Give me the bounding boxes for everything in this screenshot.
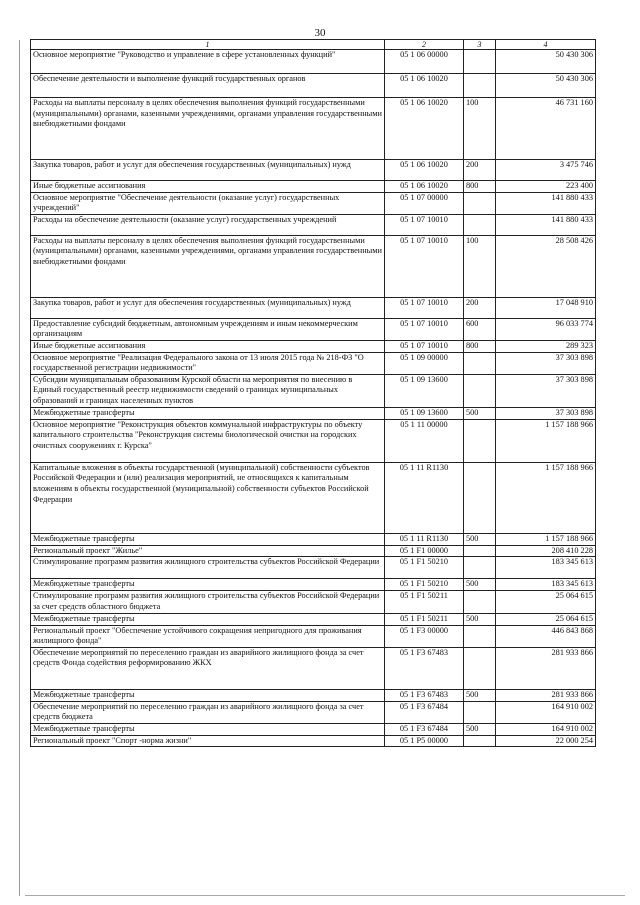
page-number: 30 xyxy=(314,27,326,39)
row-amount: 28 508 426 xyxy=(496,235,596,297)
row-target-code: 05 1 F3 67484 xyxy=(385,701,464,723)
row-expense-type xyxy=(464,591,496,613)
row-target-code: 05 1 09 13600 xyxy=(385,407,464,419)
table-row xyxy=(31,579,596,591)
row-description: Расходы на обеспечение деятельности (оказание услуг) государственных учреждений xyxy=(31,214,385,235)
row-expense-type xyxy=(464,419,496,462)
row-amount: 25 064 615 xyxy=(496,613,596,625)
table-row xyxy=(31,689,596,701)
row-amount: 1 157 188 966 xyxy=(496,462,596,533)
row-description: Основное мероприятие "Реализация Федерального закона от 13 июля 2015 года № 218-ФЗ "О государственной регистрации недвижимости" xyxy=(31,352,385,374)
table-row xyxy=(31,214,596,235)
scan-edge-line xyxy=(19,40,20,896)
row-target-code: 05 1 07 10010 xyxy=(385,340,464,352)
table-row xyxy=(31,74,596,98)
row-target-code: 05 1 06 10020 xyxy=(385,181,464,193)
row-amount: 141 880 433 xyxy=(496,192,596,214)
row-expense-type xyxy=(464,50,496,74)
row-description: Межбюджетные трансферты xyxy=(31,723,385,735)
row-amount: 37 303 898 xyxy=(496,352,596,374)
table-row xyxy=(31,533,596,545)
table-row xyxy=(31,297,596,318)
table-row xyxy=(31,613,596,625)
row-amount: 17 048 910 xyxy=(496,297,596,318)
row-description: Иные бюджетные ассигнования xyxy=(31,340,385,352)
row-expense-type: 200 xyxy=(464,160,496,181)
table-row xyxy=(31,374,596,407)
row-description: Расходы на выплаты персоналу в целях обеспечения выполнения функций государственными (муниципальными) органами, казенными учреждениями, органами управления государственными внебюджетными фондами xyxy=(31,98,385,160)
row-expense-type xyxy=(464,557,496,579)
row-target-code: 05 1 09 13600 xyxy=(385,374,464,407)
row-amount: 208 410 228 xyxy=(496,545,596,557)
row-description: Закупка товаров, работ и услуг для обеспечения государственных (муниципальных) нужд xyxy=(31,160,385,181)
row-expense-type: 500 xyxy=(464,723,496,735)
row-amount: 281 933 866 xyxy=(496,647,596,689)
table-row xyxy=(31,723,596,735)
row-expense-type: 500 xyxy=(464,689,496,701)
row-amount: 50 430 306 xyxy=(496,50,596,74)
column-number-row xyxy=(31,40,596,50)
row-amount: 1 157 188 966 xyxy=(496,419,596,462)
row-description: Закупка товаров, работ и услуг для обеспечения государственных (муниципальных) нужд xyxy=(31,297,385,318)
row-expense-type: 100 xyxy=(464,98,496,160)
row-target-code: 05 1 F1 50211 xyxy=(385,613,464,625)
row-target-code: 05 1 06 10020 xyxy=(385,160,464,181)
row-target-code: 05 1 06 10020 xyxy=(385,98,464,160)
row-target-code: 05 1 F1 50210 xyxy=(385,557,464,579)
table-row xyxy=(31,462,596,533)
row-expense-type: 500 xyxy=(464,613,496,625)
row-expense-type: 600 xyxy=(464,318,496,340)
row-target-code: 05 1 F3 67484 xyxy=(385,723,464,735)
row-expense-type: 800 xyxy=(464,181,496,193)
row-target-code: 05 1 07 10010 xyxy=(385,297,464,318)
row-amount: 96 033 774 xyxy=(496,318,596,340)
table-row xyxy=(31,352,596,374)
row-description: Региональный проект "Жилье" xyxy=(31,545,385,557)
row-target-code: 05 1 11 R1130 xyxy=(385,462,464,533)
row-description: Предоставление субсидий бюджетным, автономным учреждениям и иным некоммерческим организациям xyxy=(31,318,385,340)
table-row xyxy=(31,340,596,352)
row-description: Расходы на выплаты персоналу в целях обеспечения выполнения функций государственными (муниципальными) органами, казенными учреждениями, органами управления государственными внебюджетными фондами xyxy=(31,235,385,297)
table-row xyxy=(31,181,596,193)
row-description: Региональный проект "Обеспечение устойчивого сокращения непригодного для проживания жилищного фонда" xyxy=(31,625,385,647)
table-row xyxy=(31,407,596,419)
row-expense-type xyxy=(464,647,496,689)
row-amount: 183 345 613 xyxy=(496,557,596,579)
row-expense-type xyxy=(464,545,496,557)
row-description: Обеспечение мероприятий по переселению граждан из аварийного жилищного фонда за счет средств Фонда содействия реформированию ЖКХ xyxy=(31,647,385,689)
row-target-code: 05 1 11 R1130 xyxy=(385,533,464,545)
column-number-2: 2 xyxy=(385,40,464,50)
row-amount: 183 345 613 xyxy=(496,579,596,591)
table-row xyxy=(31,735,596,747)
row-expense-type xyxy=(464,374,496,407)
row-expense-type xyxy=(464,74,496,98)
row-target-code: 05 1 09 00000 xyxy=(385,352,464,374)
row-expense-type: 100 xyxy=(464,235,496,297)
table-row xyxy=(31,545,596,557)
row-description: Региональный проект "Спорт -норма жизни" xyxy=(31,735,385,747)
row-amount: 37 303 898 xyxy=(496,374,596,407)
row-expense-type: 500 xyxy=(464,407,496,419)
column-number-3: 3 xyxy=(464,40,496,50)
row-target-code: 05 1 F1 50210 xyxy=(385,579,464,591)
row-amount: 141 880 433 xyxy=(496,214,596,235)
row-description: Межбюджетные трансферты xyxy=(31,407,385,419)
row-target-code: 05 1 F3 00000 xyxy=(385,625,464,647)
table-row xyxy=(31,625,596,647)
row-expense-type xyxy=(464,214,496,235)
row-amount: 3 475 746 xyxy=(496,160,596,181)
table-row xyxy=(31,647,596,689)
row-amount: 1 157 188 966 xyxy=(496,533,596,545)
row-target-code: 05 1 F3 67483 xyxy=(385,689,464,701)
row-expense-type: 200 xyxy=(464,297,496,318)
row-description: Обеспечение деятельности и выполнение функций государственных органов xyxy=(31,74,385,98)
row-amount: 289 323 xyxy=(496,340,596,352)
table-row xyxy=(31,557,596,579)
table-row xyxy=(31,591,596,613)
row-description: Межбюджетные трансферты xyxy=(31,579,385,591)
scan-bottom-line xyxy=(25,895,625,896)
row-amount: 37 303 898 xyxy=(496,407,596,419)
row-amount: 50 430 306 xyxy=(496,74,596,98)
column-number-4: 4 xyxy=(496,40,596,50)
row-description: Обеспечение мероприятий по переселению граждан из аварийного жилищного фонда за счет средств бюджета xyxy=(31,701,385,723)
row-expense-type: 500 xyxy=(464,579,496,591)
row-amount: 223 400 xyxy=(496,181,596,193)
row-amount: 46 731 160 xyxy=(496,98,596,160)
row-description: Основное мероприятие "Реконструкция объектов коммунальной инфраструктуры по объекту капитального строительства "Реконструкция системы биологической очистки на городских очистных сооружениях г. Курска" xyxy=(31,419,385,462)
row-description: Стимулирование программ развития жилищного строительства субъектов Российской Федерации xyxy=(31,557,385,579)
table-row xyxy=(31,50,596,74)
table-row xyxy=(31,98,596,160)
row-description: Капитальные вложения в объекты государственной (муниципальной) собственности субъектов Российской Федерации и (или) реализация мероприятий, не относящихся к капитальным вложениям в объекты государственной (муниципальной) собственности субъектов Российской Федерации xyxy=(31,462,385,533)
row-description: Межбюджетные трансферты xyxy=(31,533,385,545)
row-target-code: 05 1 07 10010 xyxy=(385,214,464,235)
row-description: Межбюджетные трансферты xyxy=(31,689,385,701)
row-amount: 25 064 615 xyxy=(496,591,596,613)
row-description: Иные бюджетные ассигнования xyxy=(31,181,385,193)
row-expense-type xyxy=(464,192,496,214)
row-target-code: 05 1 F3 67483 xyxy=(385,647,464,689)
row-expense-type xyxy=(464,462,496,533)
table-row xyxy=(31,235,596,297)
row-amount: 164 910 002 xyxy=(496,723,596,735)
row-target-code: 05 1 P5 00000 xyxy=(385,735,464,747)
table-row xyxy=(31,318,596,340)
row-expense-type: 500 xyxy=(464,533,496,545)
column-number-1: 1 xyxy=(31,40,385,50)
row-target-code: 05 1 06 10020 xyxy=(385,74,464,98)
row-description: Основное мероприятие "Обеспечение деятельности (оказание услуг) государственных учреждений" xyxy=(31,192,385,214)
row-target-code: 05 1 07 10010 xyxy=(385,235,464,297)
row-description: Основное мероприятие "Руководство и управление в сфере установленных функций" xyxy=(31,50,385,74)
row-target-code: 05 1 06 00000 xyxy=(385,50,464,74)
table-row xyxy=(31,701,596,723)
row-description: Межбюджетные трансферты xyxy=(31,613,385,625)
budget-table xyxy=(30,39,596,747)
row-target-code: 05 1 F1 00000 xyxy=(385,545,464,557)
table-row xyxy=(31,192,596,214)
row-expense-type: 800 xyxy=(464,340,496,352)
row-expense-type xyxy=(464,735,496,747)
table-row xyxy=(31,160,596,181)
row-target-code: 05 1 07 10010 xyxy=(385,318,464,340)
row-expense-type xyxy=(464,701,496,723)
row-target-code: 05 1 07 00000 xyxy=(385,192,464,214)
row-expense-type xyxy=(464,352,496,374)
row-amount: 281 933 866 xyxy=(496,689,596,701)
row-description: Субсидии муниципальным образованиям Курской области на мероприятия по внесению в Единый государственный реестр недвижимости сведений о границах муниципальных образований и границах населенных пунктов xyxy=(31,374,385,407)
table-row xyxy=(31,419,596,462)
row-target-code: 05 1 11 00000 xyxy=(385,419,464,462)
row-expense-type xyxy=(464,625,496,647)
row-amount: 446 843 868 xyxy=(496,625,596,647)
row-amount: 22 000 254 xyxy=(496,735,596,747)
row-description: Стимулирование программ развития жилищного строительства субъектов Российской Федерации за счет средств областного бюджета xyxy=(31,591,385,613)
row-target-code: 05 1 F1 50211 xyxy=(385,591,464,613)
row-amount: 164 910 002 xyxy=(496,701,596,723)
